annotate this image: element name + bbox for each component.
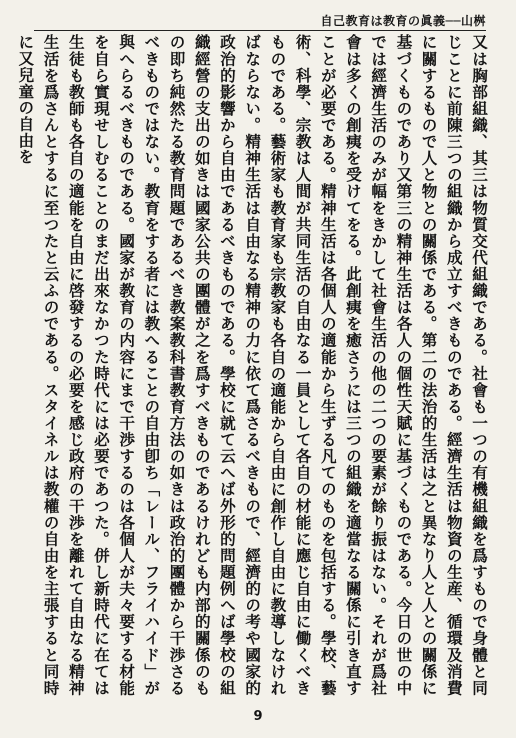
vertical-body-text xyxy=(16,34,492,696)
body-paragraph: 又は胸部組織、其三は物質交代組織である。社會も一つの有機組織を爲すもので身體と同じことに前陳三つの組織から成立すべきものである。經濟生活は物資の生産、循環及消費に關するもので人と物との關係である。第二の法治的生活は之と異なり人と人との關係に基づくものであり又第三の精神生活は各人の個性天賦に基づくものである。今日の世の中では經濟生活のみが幅をきかして社會生活の他の二つの要素が餘り振はない。それが爲社會は多くの創痍を受けてをる。此創痍を癒さうには三つの組織を適當なる關係に引き直すことが必要である。精神生活は各個人の適能から生ずる凡てのものを包括する。學校、藝術、科學、宗教は人間が共同生活の自由なる一員として各自の材能に應じ自由に働くべきものである。藝術家も教育家も宗教家も各自の適能から自由に創作し自由に教導しなければならない。精神生活は自由なる精神の力に依て爲さるべきもので、經濟的の考や國家的政治的影響から自由であるべきものである。學校に就て云へば外形的問題例へば學校の組織經營の支出の如きは國家公共の團體が之を爲すべきものであるけれども内部的關係のもの即ち純然たる教育問題であるべき教案教科書教育方法の如きは政治的團體から干渉さるべきものではない。教育をする者には教へることの自由卽ち「レール、フライハイド」が與へらるべきものである。國家が教育の内容にまで干渉するのは各個人が夫々要する材能を自ら實現せしむることのまだ出來なかつた時代には必要であつた。併し新時代に在ては生徒も教師も各自の適能を自由に啓發するの必要を感じ政府の干渉を離れて自由なる精神生活を爲さんとするに至つたと云ふのである。スタイネルは教權の自由を主張すると同時に又兒童の自由を xyxy=(16,34,489,696)
running-head-text: 自己教育は教育の眞義──山桝 xyxy=(320,14,486,28)
running-head xyxy=(34,12,486,30)
page-number: 9 xyxy=(253,709,263,724)
header-rule xyxy=(34,30,486,31)
